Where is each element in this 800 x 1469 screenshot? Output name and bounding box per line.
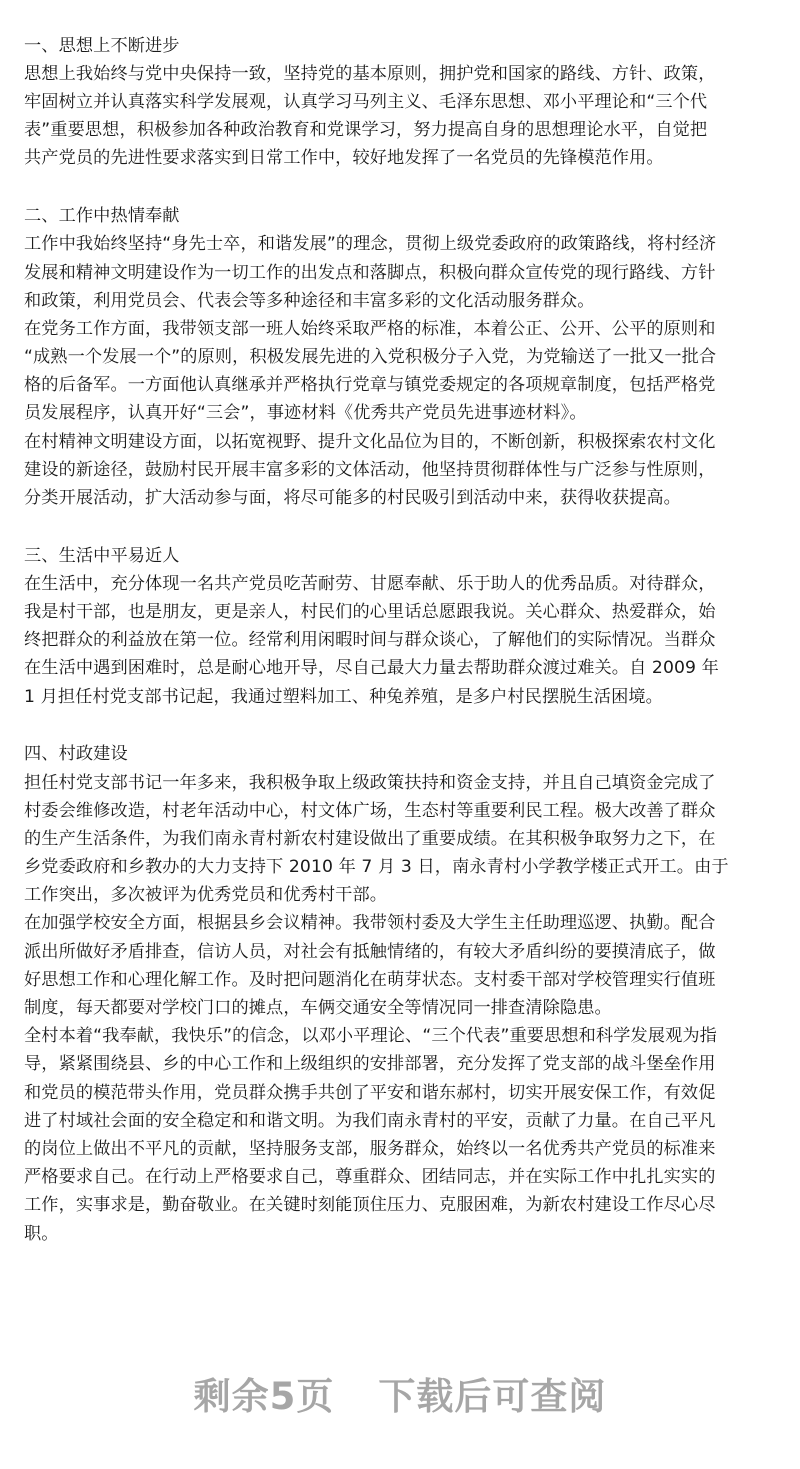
paragraph-line: 和党员的模范带头作用，党员群众携手共创了平安和谐东郝村，切实开展安保工作，有效促 bbox=[24, 1082, 716, 1103]
paragraph-line: 员发展程序，认真开好“三会”，事迹材料《优秀共产党员先进事迹材料》。 bbox=[24, 403, 587, 424]
section-heading: 三、生活中平易近人 bbox=[24, 545, 180, 566]
paragraph-line: 发展和精神文明建设作为一切工作的出发点和落脚点，积极向群众宣传党的现行路线、方针 bbox=[24, 262, 716, 283]
section-1 bbox=[24, 32, 780, 173]
paragraph-line: 工作突出，多次被评为优秀党员和优秀村干部。 bbox=[24, 885, 388, 906]
paragraph-line: 好思想工作和心理化解工作。及时把问题消化在萌芽状态。支村委干部对学校管理实行值班 bbox=[24, 969, 716, 990]
paragraph-line: 在村精神文明建设方面，以拓宽视野、提升文化品位为目的，不断创新，积极探索农村文化 bbox=[24, 431, 716, 452]
paragraph-line: 在加强学校安全方面，根据县乡会议精神。我带领村委及大学生主任助理巡逻、执勤。配合 bbox=[24, 913, 716, 934]
paragraph-line: 职。 bbox=[24, 1223, 59, 1244]
paragraph-line: 在党务工作方面，我带领支部一班人始终采取严格的标准，本着公正、公开、公平的原则和 bbox=[24, 318, 716, 339]
paragraph-line: 导，紧紧围绕县、乡的中心工作和上级组织的安排部署，充分发挥了党支部的战斗堡垒作用 bbox=[24, 1054, 716, 1075]
section-3 bbox=[24, 542, 780, 711]
paragraph-line: 制度，每天都要对学校门口的摊点，车俩交通安全等情况同一排查清除隐患。 bbox=[24, 998, 612, 1018]
paragraph-line: 进了村域社会面的安全稳定和和谐文明。为我们南永青村的平安，贡献了力量。在自己平凡 bbox=[24, 1110, 716, 1131]
paragraph-line: 和政策，利用党员会、代表会等多种途径和丰富多彩的文化活动服务群众。 bbox=[24, 290, 595, 311]
paragraph-line: 担任村党支部书记一年多来，我积极争取上级政策扶持和资金支持，并且自己填资金完成了 bbox=[24, 772, 716, 793]
paragraph-line: 建设的新途径，鼓励村民开展丰富多彩的文体活动，他坚持贯彻群体性与广泛参与性原则， bbox=[24, 459, 716, 480]
paragraph-line: 共产党员的先进性要求落实到日常工作中，较好地发挥了一名党员的先锋模范作用。 bbox=[24, 148, 664, 169]
paragraph-line: 牢固树立并认真落实科学发展观，认真学习马列主义、毛泽东思想、邓小平理论和“三个代 bbox=[24, 92, 708, 113]
remaining-pages-text: 剩余5页 bbox=[193, 1375, 335, 1418]
paragraph-line: 村委会维修改造，村老年活动中心，村文体广场，生态村等重要利民工程。极大改善了群众 bbox=[24, 800, 716, 821]
section-4 bbox=[24, 740, 780, 1247]
paragraph-line: 分类开展活动，扩大活动参与面，将尽可能多的村民吸引到活动中来，获得收获提高。 bbox=[24, 488, 681, 508]
paragraph-line: 我是村干部，也是朋友，更是亲人，村民们的心里话总愿跟我说。关心群众、热爱群众，始 bbox=[24, 602, 716, 623]
paragraph-line: 的岗位上做出不平凡的贡献，坚持服务支部，服务群众，始终以一名优秀共产党员的标准来 bbox=[24, 1138, 716, 1159]
paragraph-line: 全村本着“我奉献，我快乐”的信念，以邓小平理论、“三个代表”重要思想和科学发展观为指 bbox=[24, 1026, 717, 1047]
paragraph-line: 思想上我始终与党中央保持一致，坚持党的基本原则，拥护党和国家的路线、方针、政策， bbox=[24, 63, 716, 84]
paragraph-line: 工作，实事求是，勤奋敬业。在关键时刻能顶住压力、克服困难，为新农村建设工作尽心尽 bbox=[24, 1195, 716, 1216]
section-heading: 二、工作中热情奉献 bbox=[24, 206, 180, 227]
paragraph-line: 派出所做好矛盾排查，信访人员，对社会有抵触情绪的，有较大矛盾纠纷的要摸清底子，做 bbox=[24, 941, 716, 962]
paragraph-line: 终把群众的利益放在第一位。经常利用闲暇时间与群众谈心，了解他们的实际情况。当群众 bbox=[24, 630, 716, 651]
document-body bbox=[24, 0, 780, 1248]
paragraph-line: 乡党委政府和乡教办的大力支持下 2010 年 7 月 3 日，南永青村小学教学楼正式开工。由于 bbox=[24, 857, 729, 878]
paragraph-line: “成熟一个发展一个”的原则，积极发展先进的入党积极分子入党，为党输送了一批又一批合 bbox=[24, 347, 717, 368]
paragraph-line: 在生活中，充分体现一名共产党员吃苦耐劳、甘愿奉献、乐于助人的优秀品质。对待群众， bbox=[24, 573, 716, 594]
section-2 bbox=[24, 202, 780, 512]
paragraph-line: 表”重要思想，积极参加各种政治教育和党课学习，努力提高自身的思想理论水平，自觉把 bbox=[24, 120, 708, 141]
paragraph-line: 工作中我始终坚持“身先士卒，和谐发展”的理念，贯彻上级党委政府的政策路线，将村经济 bbox=[24, 234, 717, 255]
section-heading: 一、思想上不断进步 bbox=[24, 35, 180, 56]
paragraph-line: 1 月担任村党支部书记起，我通过塑料加工、种兔养殖，是多户村民摆脱生活困境。 bbox=[24, 686, 663, 707]
download-prompt[interactable] bbox=[0, 1366, 800, 1420]
paragraph-line: 格的后备军。一方面他认真继承并严格执行党章与镇党委规定的各项规章制度，包括严格党 bbox=[24, 375, 716, 396]
paragraph-line: 在生活中遇到困难时，总是耐心地开导，尽自己最大力量去帮助群众渡过难关。自 2009 年 bbox=[24, 658, 719, 679]
paragraph-line: 的生产生活条件，为我们南永青村新农村建设做出了重要成绩。在其积极争取努力之下，在 bbox=[24, 828, 716, 849]
section-heading: 四、村政建设 bbox=[24, 744, 128, 765]
paragraph-line: 严格要求自己。在行动上严格要求自己，尊重群众、团结同志，并在实际工作中扎扎实实的 bbox=[24, 1167, 716, 1188]
download-to-view-text: 下载后可查阅 bbox=[378, 1375, 607, 1418]
